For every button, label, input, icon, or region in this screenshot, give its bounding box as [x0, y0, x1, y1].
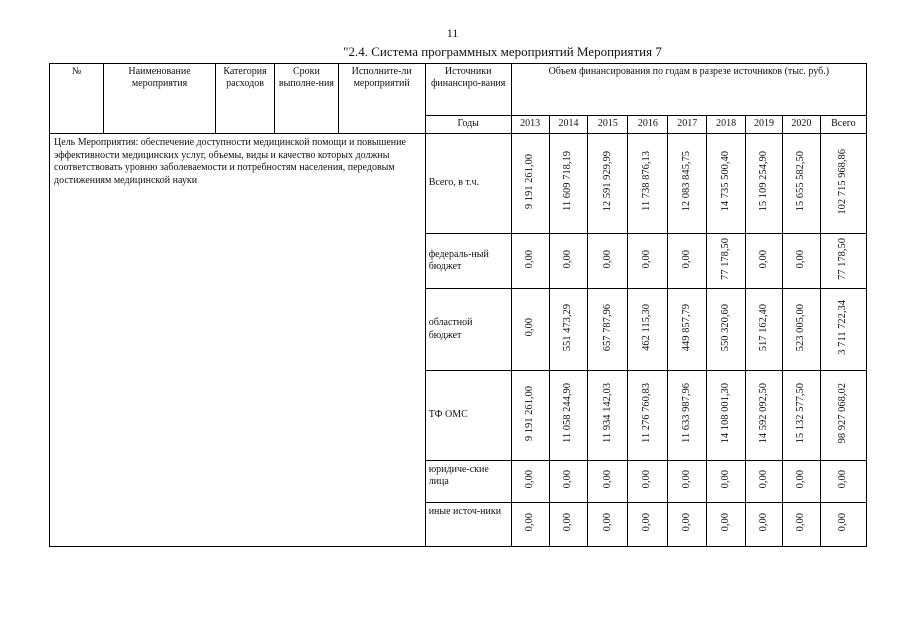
value-cell — [668, 461, 707, 503]
value-cell — [588, 503, 628, 547]
value-text: 0,00 — [562, 513, 574, 532]
value-cell — [668, 134, 707, 234]
value-text: 0,00 — [757, 513, 769, 532]
header-sources: Источники финансиро-вания — [425, 64, 511, 116]
year-header: 2019 — [746, 116, 783, 134]
value-text: 9 191 261,00 — [523, 153, 535, 209]
value-cell — [588, 134, 628, 234]
value-text: 11 738 876,13 — [641, 151, 653, 212]
value-cell — [588, 289, 628, 371]
value-text: 14 108 001,30 — [719, 383, 731, 444]
page-number: 11 — [446, 26, 459, 40]
source-label: иные источ-ники — [425, 503, 511, 547]
value-text: 14 735 500,40 — [719, 151, 731, 212]
value-cell — [746, 461, 783, 503]
value-text: 517 162,40 — [757, 303, 769, 352]
value-cell — [746, 134, 783, 234]
table-title: "2.4. Система программных мероприятий Мероприятия 7 — [343, 44, 662, 59]
value-text: 11 609 718,19 — [562, 151, 574, 212]
value-cell — [782, 503, 820, 547]
value-text: 15 109 254,90 — [757, 151, 769, 212]
year-header: 2020 — [782, 116, 820, 134]
value-text: 14 592 092,50 — [757, 383, 769, 444]
value-cell — [668, 503, 707, 547]
value-cell — [820, 461, 866, 503]
value-cell — [820, 289, 866, 371]
value-text: 11 934 142,03 — [601, 383, 613, 444]
value-text: 15 132 577,50 — [794, 383, 806, 444]
header-num: № — [50, 64, 104, 134]
value-text: 523 005,00 — [794, 303, 806, 352]
value-cell — [511, 371, 549, 461]
value-text: 0,00 — [680, 249, 692, 269]
value-text: 551 473,29 — [562, 303, 574, 352]
value-cell — [549, 289, 588, 371]
funding-row — [50, 134, 867, 234]
value-text: 0,00 — [757, 470, 769, 489]
value-cell — [511, 461, 549, 503]
value-text: 657 787,96 — [601, 303, 613, 352]
value-text: 11 276 760,83 — [641, 383, 653, 444]
source-label: федераль-ный бюджет — [425, 234, 511, 289]
source-label: ТФ ОМС — [425, 371, 511, 461]
program-measures-table — [49, 63, 867, 547]
value-text: 0,00 — [523, 318, 535, 337]
value-cell — [628, 371, 668, 461]
value-cell — [668, 371, 707, 461]
value-cell — [668, 234, 707, 289]
value-text: 550 320,60 — [719, 303, 731, 352]
value-text: 0,00 — [562, 470, 574, 489]
source-label: областной бюджет — [425, 289, 511, 371]
value-cell — [511, 134, 549, 234]
value-text: 0,00 — [836, 513, 848, 532]
value-cell — [628, 289, 668, 371]
value-cell — [707, 234, 746, 289]
value-cell — [707, 289, 746, 371]
value-text: 0,00 — [680, 513, 692, 532]
value-cell — [707, 461, 746, 503]
value-text: 0,00 — [601, 249, 613, 269]
source-label: Всего, в т.ч. — [425, 134, 511, 234]
value-cell — [588, 234, 628, 289]
value-text: 0,00 — [794, 470, 806, 489]
value-text: 0,00 — [794, 513, 806, 532]
value-text: 0,00 — [680, 470, 692, 489]
value-text: 77 178,50 — [719, 237, 731, 280]
value-text: 11 058 244,90 — [562, 383, 574, 444]
value-text: 0,00 — [523, 513, 535, 532]
value-text: 0,00 — [641, 249, 653, 269]
value-text: 12 591 929,99 — [601, 151, 613, 212]
value-cell — [549, 461, 588, 503]
value-cell — [820, 234, 866, 289]
value-text: 98 927 068,02 — [836, 383, 848, 444]
value-text: 0,00 — [523, 470, 535, 489]
value-text: 0,00 — [562, 249, 574, 269]
value-text: 462 115,30 — [641, 303, 653, 351]
year-header: Всего — [820, 116, 866, 134]
value-cell — [668, 289, 707, 371]
value-cell — [820, 503, 866, 547]
value-cell — [511, 503, 549, 547]
value-text: 11 633 987,96 — [680, 383, 692, 444]
year-header: 2018 — [707, 116, 746, 134]
value-cell — [782, 289, 820, 371]
value-cell — [511, 289, 549, 371]
value-cell — [549, 371, 588, 461]
header-name: Наименование мероприятия — [104, 64, 216, 134]
year-header: 2015 — [588, 116, 628, 134]
value-text: 0,00 — [601, 470, 613, 489]
header-executors: Исполните-ли мероприятий — [338, 64, 425, 134]
value-cell — [549, 234, 588, 289]
value-cell — [549, 503, 588, 547]
value-text: 0,00 — [757, 249, 769, 269]
value-text: 0,00 — [641, 470, 653, 489]
value-cell — [588, 461, 628, 503]
value-cell — [628, 234, 668, 289]
value-text: 77 178,50 — [836, 237, 848, 280]
value-cell — [746, 234, 783, 289]
header-category: Категория расходов — [215, 64, 274, 134]
value-text: 15 655 582,50 — [794, 151, 806, 212]
value-cell — [782, 461, 820, 503]
year-header: 2013 — [511, 116, 549, 134]
value-cell — [782, 134, 820, 234]
value-cell — [746, 503, 783, 547]
value-text: 0,00 — [719, 470, 731, 489]
header-row — [50, 64, 867, 116]
source-label: юридиче-ские лица — [425, 461, 511, 503]
value-text: 0,00 — [836, 470, 848, 489]
value-text: 0,00 — [641, 513, 653, 532]
value-cell — [820, 371, 866, 461]
value-text: 12 083 845,75 — [680, 151, 692, 212]
year-header: 2014 — [549, 116, 588, 134]
value-cell — [707, 134, 746, 234]
years-label: Годы — [425, 116, 511, 134]
value-cell — [628, 503, 668, 547]
header-terms: Сроки выполне-ния — [275, 64, 338, 134]
value-text: 0,00 — [601, 513, 613, 532]
value-cell — [588, 371, 628, 461]
value-cell — [707, 503, 746, 547]
value-text: 0,00 — [523, 249, 535, 269]
value-cell — [628, 461, 668, 503]
value-text: 0,00 — [794, 249, 806, 269]
value-cell — [820, 134, 866, 234]
value-text: 3 711 722,34 — [836, 300, 848, 355]
value-cell — [628, 134, 668, 234]
value-cell — [511, 234, 549, 289]
value-text: 0,00 — [719, 513, 731, 532]
value-cell — [746, 289, 783, 371]
year-header: 2017 — [668, 116, 707, 134]
value-text: 449 857,79 — [680, 303, 692, 352]
value-cell — [707, 371, 746, 461]
goal-text: Цель Мероприятия: обеспечение доступности медицинской помощи и повышение эффективности медицинских услуг, объемы, виды и качество которых должны соответствовать уровню заболеваемости и потребностям населения, передовым достижениям медицинской науки — [50, 134, 426, 547]
value-text: 102 715 968,86 — [836, 148, 848, 215]
value-cell — [782, 371, 820, 461]
value-cell — [782, 234, 820, 289]
value-text: 9 191 261,00 — [523, 385, 535, 441]
header-volume: Объем финансирования по годам в разрезе источников (тыс. руб.) — [511, 64, 866, 116]
value-cell — [746, 371, 783, 461]
value-cell — [549, 134, 588, 234]
year-header: 2016 — [628, 116, 668, 134]
